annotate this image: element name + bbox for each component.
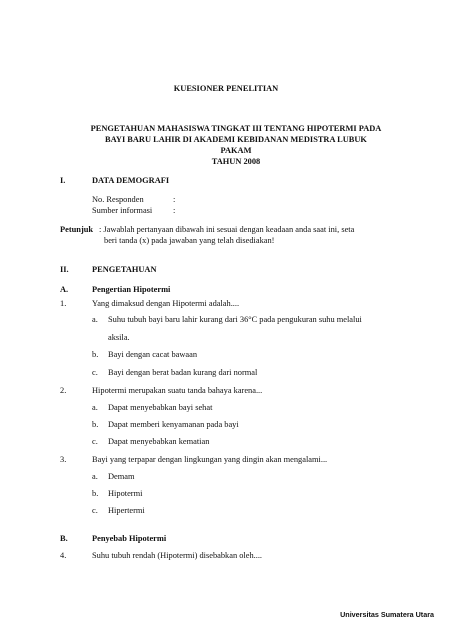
question-1-option-c-letter: c. [92, 368, 98, 377]
question-1-option-a-text: Suhu tubuh bayi baru lahir kurang dari 36°C pada pengukuran suhu melalui [108, 315, 362, 324]
subsection-b-letter: B. [60, 534, 68, 543]
question-2-option-c-letter: c. [92, 437, 98, 446]
question-1-option-b-text: Bayi dengan cacat bawaan [108, 350, 198, 359]
question-3-option-a-text: Demam [108, 472, 135, 481]
question-2-option-a-text: Dapat menyebabkan bayi sehat [108, 403, 213, 412]
section-2-number: II. [60, 265, 69, 274]
question-4-text: Suhu tubuh rendah (Hipotermi) disebabkan oleh.... [92, 551, 263, 560]
question-3-option-c-letter: c. [92, 506, 98, 515]
subsection-b-title: Penyebab Hipotermi [92, 534, 167, 543]
section-1-number: I. [60, 176, 66, 185]
instructions-line-1: : Jawablah pertanyaan dibawah ini sesuai dengan keadaan anda saat ini, seta [99, 225, 355, 234]
subsection-a-title: Pengertian Hipotermi [92, 285, 171, 294]
instructions-line-2: beri tanda (x) pada jawaban yang telah disediakan! [104, 236, 275, 245]
research-title-line-2: BAYI BARU LAHIR DI AKADEMI KEBIDANAN MEDISTRA LUBUK [105, 135, 367, 144]
question-1-text: Yang dimaksud dengan Hipotermi adalah.... [92, 299, 240, 308]
question-2-number: 2. [60, 386, 67, 395]
question-1-option-a-letter: a. [92, 315, 98, 324]
question-1-option-b-letter: b. [92, 350, 99, 359]
research-title-line-4: TAHUN 2008 [211, 157, 261, 166]
question-1-option-a-continuation: aksila. [108, 333, 130, 342]
subsection-a-letter: A. [60, 285, 69, 294]
question-2-option-b-letter: b. [92, 420, 99, 429]
university-footer: Universitas Sumatera Utara [340, 610, 434, 619]
question-1-option-c-text: Bayi dengan berat badan kurang dari normal [108, 368, 258, 377]
section-2-title: PENGETAHUAN [92, 265, 157, 274]
section-1-title: DATA DEMOGRAFI [92, 176, 170, 185]
research-title-line-1: PENGETAHUAN MAHASISWA TINGKAT III TENTANG HIPOTERMI PADA [90, 124, 382, 133]
question-2-option-c-text: Dapat menyebabkan kematian [108, 437, 210, 446]
question-3-option-b-letter: b. [92, 489, 99, 498]
question-3-option-c-text: Hipertermi [108, 506, 145, 515]
question-4-number: 4. [60, 551, 67, 560]
question-3-option-a-letter: a. [92, 472, 98, 481]
questionnaire-heading: KUESIONER PENELITIAN [173, 84, 279, 93]
field-label-respondent-number: No. Responden [92, 195, 144, 204]
field-label-information-source: Sumber informasi [92, 206, 153, 215]
question-3-number: 3. [60, 455, 67, 464]
question-2-option-a-letter: a. [92, 403, 98, 412]
question-3-text: Bayi yang terpapar dengan lingkungan yang dingin akan mengalami... [92, 455, 328, 464]
research-title-line-3: PAKAM [220, 146, 252, 155]
instructions-label: Petunjuk [60, 225, 94, 234]
question-1-number: 1. [60, 299, 67, 308]
question-2-option-b-text: Dapat memberi kenyamanan pada bayi [108, 420, 239, 429]
question-2-text: Hipotermi merupakan suatu tanda bahaya karena... [92, 386, 263, 395]
field-colon-respondent-number: : [173, 195, 176, 204]
question-3-option-b-text: Hipotermi [108, 489, 143, 498]
field-colon-information-source: : [173, 206, 176, 215]
